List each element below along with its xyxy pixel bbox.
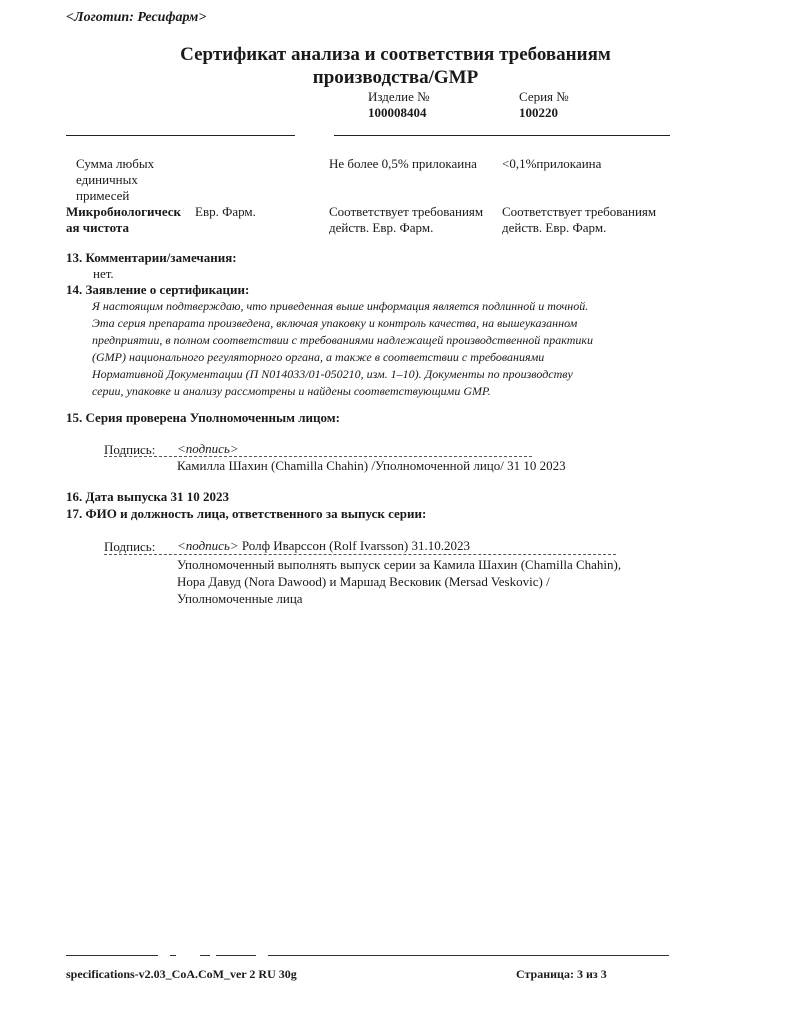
document-title-line2: производства/GMP (312, 67, 479, 88)
row1-parameter-line2: единичных (76, 172, 138, 187)
footer-page-number: Страница: 3 из 3 (516, 967, 607, 981)
row2-method: Евр. Фарм. (195, 204, 256, 219)
section17-signature-row (177, 538, 470, 554)
product-number: 100008404 (368, 105, 427, 120)
certification-statement-line2: Эта серия препарата произведена, включая упаковку и контроль качества, на вышеуказанном (92, 316, 578, 330)
row2-result-line2: действ. Евр. Фарм. (502, 220, 607, 235)
header-rule-right (334, 135, 670, 136)
row2-result-line1: Соответствует требованиям (502, 204, 657, 219)
section17-signature-placeholder: <подпись> (177, 538, 239, 553)
section15-authorized-person: Камилла Шахин (Chamilla Chahin) /Уполномоченной лицо/ 31 10 2023 (177, 458, 566, 473)
section17-note-line1: Уполномоченный выполнять выпуск серии за Камила Шахин (Chamilla Chahin), (177, 557, 622, 572)
section15-signature-placeholder: <подпись> (177, 441, 239, 456)
row2-requirement-line2: действ. Евр. Фарм. (329, 220, 434, 235)
row1-parameter-line3: примесей (76, 188, 130, 203)
section16-release-date: 16. Дата выпуска 31 10 2023 (66, 489, 229, 504)
document-title-line1: Сертификат анализа и соответствия требованиям (180, 44, 611, 65)
footer-filename: specifications-v2.03_CoA.CoM_ver 2 RU 30g (66, 967, 297, 981)
section15-heading: 15. Серия проверена Уполномоченным лицом: (66, 410, 340, 425)
footer-rule-4 (216, 955, 256, 956)
section14-heading: 14. Заявление о сертификации: (66, 282, 250, 297)
row2-parameter-line1: Микробиологическ (66, 204, 182, 219)
section15-signature-line (104, 456, 532, 457)
row2-requirement-line1: Соответствует требованиям (329, 204, 484, 219)
row1-parameter-line1: Сумма любых (76, 156, 155, 171)
section17-signature-label: Подпись: (104, 539, 156, 554)
footer-rule-1 (66, 955, 158, 956)
header-rule-left (66, 135, 295, 136)
product-label: Изделие № (368, 89, 430, 104)
row1-result: <0,1%прилокаина (502, 156, 602, 171)
footer-rule-5 (268, 955, 669, 956)
section17-heading: 17. ФИО и должность лица, ответственного за выпуск серии: (66, 506, 427, 521)
footer-rule-3 (200, 955, 210, 956)
certification-statement-line5: Нормативной Документации (П N014033/01-050210, изм. 1–10). Документы по производству (92, 367, 573, 381)
section17-note-line2: Нора Давуд (Nora Dawood) и Маршад Весковик (Mersad Veskovic) / (177, 574, 550, 589)
logo-placeholder: <Логотип: Ресифарм> (66, 10, 207, 25)
certification-statement-line1: Я настоящим подтверждаю, что приведенная выше информация является подлинной и точной. (92, 299, 589, 313)
section13-value: нет. (93, 266, 114, 281)
row1-requirement: Не более 0,5% прилокаина (329, 156, 477, 171)
section17-note-line3: Уполномоченные лица (177, 591, 303, 606)
batch-label: Серия № (519, 89, 569, 104)
footer-rule-2 (170, 955, 176, 956)
section17-signer: Ролф Иварссон (Rolf Ivarsson) 31.10.2023 (241, 538, 470, 553)
batch-number: 100220 (519, 105, 558, 120)
certification-statement-line3: предприятии, в полном соответствии с требованиями надлежащей производственной практики (92, 333, 594, 347)
section13-heading: 13. Комментарии/замечания: (66, 250, 237, 265)
certification-statement-line4: (GMP) национального регуляторного органа, а также в соответствии с требованиями (92, 350, 545, 364)
row2-parameter-line2: ая чистота (66, 220, 129, 235)
section17-signature-line (104, 554, 616, 555)
section15-signature-label: Подпись: (104, 442, 156, 457)
certification-statement-line6: серии, упаковке и анализу рассмотрены и найдены соответствующими GMP. (92, 384, 491, 398)
